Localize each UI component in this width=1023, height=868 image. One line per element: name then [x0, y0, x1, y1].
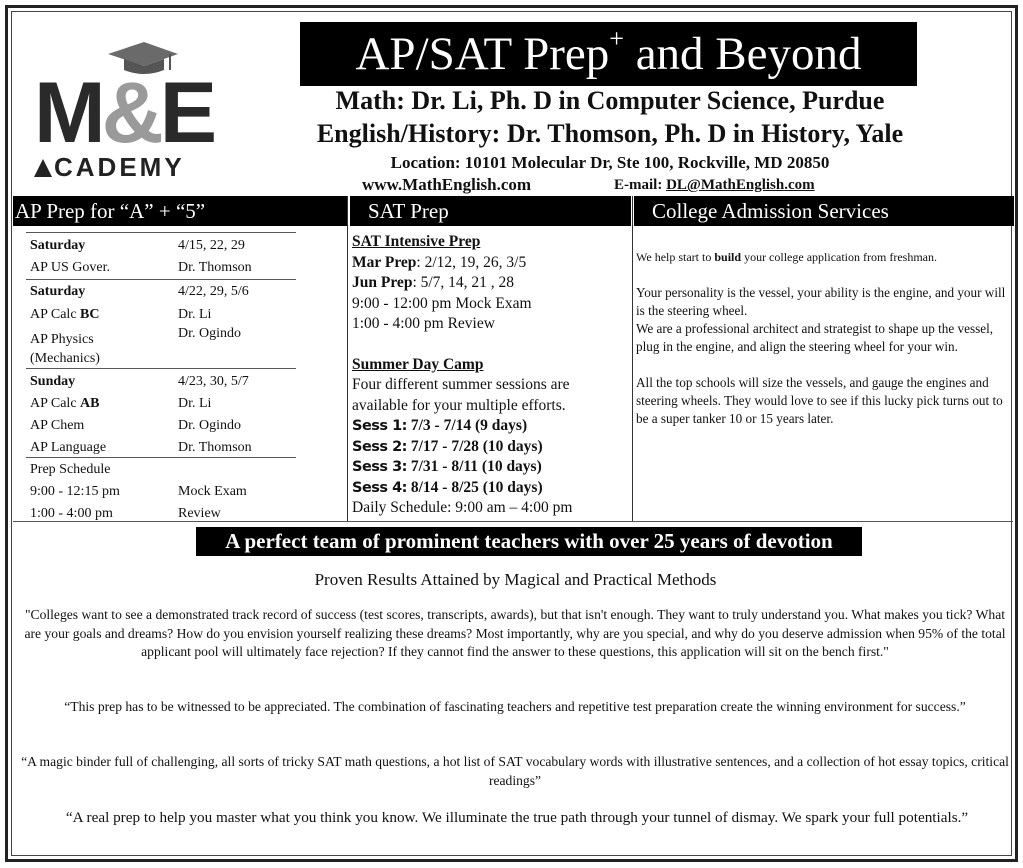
session-dates: 7/17 - 7/28 (10 days): [406, 437, 543, 455]
ap-dates: 4/15, 22, 29: [178, 238, 245, 253]
summer-camp-title: Summer Day Camp: [352, 355, 484, 373]
college-intro-bold: build: [714, 250, 742, 264]
session-dates: 8/14 - 8/25 (10 days): [406, 478, 543, 496]
ap-day: Sunday: [30, 374, 76, 389]
ap-course-note: (Mechanics): [30, 351, 100, 366]
jun-prep-dates: : 5/7, 14, 21 , 28: [412, 274, 515, 291]
college-intro-text: We help start to: [636, 250, 715, 264]
ap-dates: 4/22, 29, 5/6: [178, 284, 249, 299]
column-divider: [632, 196, 633, 521]
proven-results-heading: Proven Results Attained by Magical and Practical Methods: [314, 570, 717, 589]
logo-wordmark: [34, 65, 214, 161]
title-sup: +: [609, 24, 624, 53]
page-title: [300, 22, 917, 86]
testimonial-quote: “This prep has to be witnessed to be appreciated. The combination of fascinating teachers and repetitive test preparation create the winning environment for success.”: [64, 699, 966, 714]
prep-activity: Mock Exam: [178, 484, 247, 499]
session-label: Sess 4:: [352, 479, 407, 496]
ap-row: [26, 482, 306, 502]
mar-prep-line: [352, 253, 632, 274]
academy-logo: [34, 40, 224, 185]
divider: [26, 279, 296, 280]
logo-ampersand: &: [101, 65, 160, 161]
jun-prep-line: [352, 273, 632, 294]
summer-camp-text: available for your multiple efforts.: [352, 396, 566, 414]
ap-course: AP Physics: [30, 332, 94, 347]
spacer: [352, 335, 632, 355]
title-main: AP/SAT Prep: [355, 28, 610, 80]
session-label: Sess 1:: [352, 418, 407, 434]
divider: [26, 232, 296, 233]
ap-course-level: BC: [80, 307, 100, 322]
ap-row: [26, 394, 306, 414]
logo-letter-e: E: [159, 65, 214, 161]
summer-camp-text: Four different summer sessions are: [352, 376, 570, 393]
location-line: Location: 10101 Molecular Dr, Ste 100, Rockville, MD 20850: [390, 153, 830, 172]
college-intro-text: your college application from freshman.: [741, 250, 937, 264]
divider: [26, 368, 296, 369]
column-divider: [347, 196, 348, 521]
ap-row: [26, 438, 306, 458]
college-paragraph: We are a professional architect and strategist to shape up the vessel, plug in the engine, and align the steering wheel for your win.: [636, 321, 994, 354]
ap-row: [26, 305, 306, 325]
session-line: [352, 437, 632, 458]
email-link[interactable]: DL@MathEnglish.com: [666, 177, 815, 193]
ap-course: AP Calc: [30, 396, 81, 411]
ap-row: [26, 416, 306, 436]
daily-schedule: Daily Schedule: 9:00 am – 4:00 pm: [352, 499, 573, 516]
ap-prep-header: AP Prep for “A” + “5”: [13, 196, 347, 226]
divider: [26, 457, 296, 458]
flyer-inner-border: [11, 11, 1012, 856]
session-line: [352, 478, 632, 499]
college-admission-column: [636, 248, 1016, 446]
english-teacher-line: English/History: Dr. Thomson, Ph. D in History, Yale: [316, 119, 904, 148]
sat-intensive-title: SAT Intensive Prep: [352, 233, 481, 250]
ap-row: [26, 236, 306, 256]
team-banner: A perfect team of prominent teachers with over 25 years of devotion: [196, 527, 862, 556]
ap-teacher: Dr. Li: [178, 307, 212, 322]
pencil-tip-icon: [34, 159, 52, 177]
ap-row: [26, 372, 306, 392]
ap-row: [26, 324, 306, 344]
prep-time: 9:00 - 12:15 pm: [30, 484, 120, 499]
ap-teacher: Dr. Li: [178, 396, 212, 411]
session-label: Sess 2:: [352, 438, 407, 455]
website-link[interactable]: www.MathEnglish.com: [362, 175, 532, 194]
testimonial-quote: “A magic binder full of challenging, all sorts of tricky SAT math questions, a hot list of SAT vocabulary words with illustrative sentences, and a collection of hot essay topics, critical readings”: [21, 754, 1009, 788]
ap-course: AP Calc: [30, 307, 81, 322]
logo-cademy-text: CADEMY: [54, 152, 185, 182]
mar-prep-dates: : 2/12, 19, 26, 3/5: [416, 253, 527, 271]
sat-prep-header: SAT Prep: [350, 196, 631, 226]
session-dates: 7/31 - 8/11 (10 days): [406, 458, 542, 475]
ap-row: [26, 460, 306, 480]
ap-course: AP Language: [30, 440, 107, 455]
ap-row: [26, 258, 306, 278]
jun-prep-label: Jun Prep: [352, 274, 413, 291]
session-dates: 7/3 - 7/14 (9 days): [406, 417, 528, 434]
ap-teacher: Dr. Thomson: [178, 260, 252, 275]
ap-teacher: Dr. Thomson: [178, 440, 252, 455]
prep-time: 1:00 - 4:00 pm: [30, 506, 113, 521]
ap-dates: 4/23, 30, 5/7: [178, 374, 249, 389]
ap-course: AP Chem: [30, 418, 85, 433]
session-line: [352, 416, 632, 437]
email-label: E-mail:: [614, 177, 667, 193]
sat-prep-column: [352, 232, 632, 519]
title-tail: and Beyond: [623, 28, 862, 80]
logo-cademy: [34, 152, 185, 183]
college-paragraph: Your personality is the vessel, your ability is the engine, and your will is the steering wheel.: [636, 285, 1006, 318]
session-line: [352, 457, 632, 478]
math-teacher-line: Math: Dr. Li, Ph. D in Computer Science, Purdue: [335, 86, 885, 115]
ap-day: Saturday: [30, 238, 86, 253]
flyer-page: [5, 5, 1018, 862]
college-admission-header: College Admission Services: [634, 196, 1014, 226]
ap-course: AP US Gover.: [30, 260, 110, 275]
sat-review-time: 1:00 - 4:00 pm Review: [352, 315, 495, 332]
section-divider: [13, 521, 1013, 522]
prep-schedule-label: Prep Schedule: [30, 462, 111, 477]
testimonial-quote: “A real prep to help you master what you think you know. We illuminate the true path through your tunnel of dismay. We spark your full potentials.”: [65, 809, 969, 826]
ap-teacher: Dr. Ogindo: [178, 326, 241, 341]
ap-teacher: Dr. Ogindo: [178, 418, 241, 433]
email-line: [614, 177, 815, 194]
ap-row: [26, 282, 306, 302]
college-paragraph: All the top schools will size the vessels, and gauge the engines and steering wheels. They would love to see if this lucky pick turns out to be a super tanker 10 or 15 years later.: [636, 375, 1003, 426]
session-label: Sess 3:: [352, 459, 407, 475]
logo-letter-m: M: [34, 65, 102, 161]
ap-course-level: AB: [80, 396, 100, 411]
prep-activity: Review: [178, 506, 221, 521]
sat-mock-time: 9:00 - 12:00 pm Mock Exam: [352, 294, 532, 312]
college-intro: [636, 248, 1016, 266]
ap-day: Saturday: [30, 284, 86, 299]
testimonial-quote: "Colleges want to see a demonstrated track record of success (test scores, transcripts, awards), but that isn't enough. They want to truly understand you. What makes you tick? What are your goals and dreams? How do you envision yourself realizing these dreams? Most importantly, why are you special, and why do you deserve admission when 95% of the total applicant pool will ultimately face rejection? If they cannot find the answer to these questions, this application will sit on the bench first.": [24, 607, 1006, 659]
mar-prep-label: Mar Prep: [352, 253, 417, 271]
ap-row: [26, 349, 306, 369]
